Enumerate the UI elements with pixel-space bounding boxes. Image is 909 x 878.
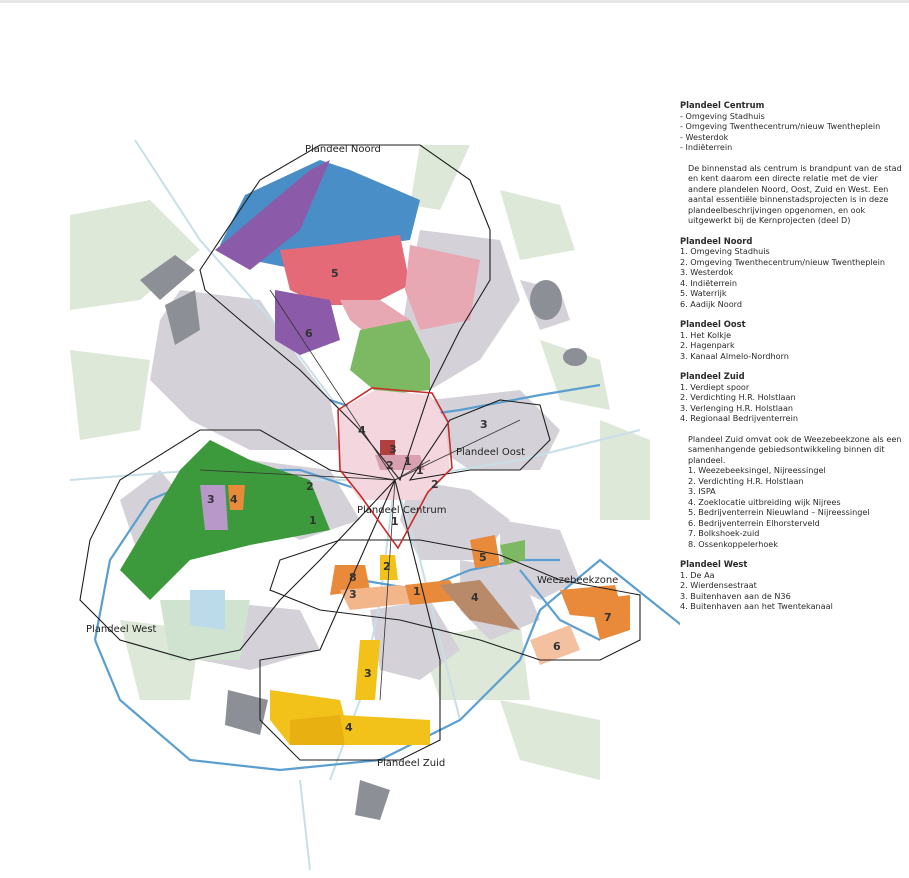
legend-subitem: 4. Zoeklocatie uitbreiding wijk Nijrees bbox=[688, 496, 841, 507]
num-noord-6: 6 bbox=[305, 327, 313, 340]
num-centrum-4: 4 bbox=[358, 424, 366, 437]
legend-subitem: 8. Ossenkoppelerhoek bbox=[688, 538, 778, 549]
legend-subitem: 7. Bolkshoek-zuid bbox=[688, 528, 760, 538]
num-zuid-2: 2 bbox=[383, 560, 391, 573]
legend-item: - Indiëterrein bbox=[680, 142, 733, 152]
legend-centrum bbox=[680, 100, 905, 226]
label-plandeel-west: Plandeel West bbox=[86, 624, 157, 635]
num-centrum-1b: 1 bbox=[416, 464, 424, 477]
num-oost-3: 3 bbox=[480, 418, 488, 431]
num-west-2: 2 bbox=[306, 480, 314, 493]
legend-item: 4. Regionaal Bedrijventerrein bbox=[680, 413, 798, 423]
num-zuid-8: 8 bbox=[349, 571, 357, 584]
label-weezebeekzone: Weezebeekzone bbox=[537, 575, 619, 586]
num-centrum-1c: 1 bbox=[391, 515, 399, 528]
legend-oost bbox=[680, 319, 905, 361]
num-zuid-5: 5 bbox=[479, 551, 487, 564]
legend-item: 1. Omgeving Stadhuis bbox=[680, 246, 770, 256]
legend-subitem: 3. ISPA bbox=[688, 486, 716, 496]
legend-zuid-title: Plandeel Zuid bbox=[680, 371, 745, 381]
legend-item: 1. Verdiept spoor bbox=[680, 381, 750, 392]
legend-item: 1. De Aa bbox=[680, 569, 715, 580]
legend-subitem: 1. Weezebeeksingel, Nijreessingel bbox=[688, 465, 826, 475]
num-west-1: 1 bbox=[309, 514, 317, 527]
legend-item: 6. Aadijk Noord bbox=[680, 298, 742, 309]
legend-west-title: Plandeel West bbox=[680, 559, 748, 569]
legend-item: - Westerdok bbox=[680, 131, 729, 142]
legend-zuid bbox=[680, 371, 905, 549]
legend-item: 1. Het Kolkje bbox=[680, 329, 732, 340]
legend-item: 3. Kanaal Almelo-Nordhorn bbox=[680, 350, 789, 361]
legend-subitem: 6. Bedrijventerrein Elhorsterveld bbox=[688, 517, 820, 528]
num-noord-5: 5 bbox=[331, 267, 339, 280]
legend-item: 2. Omgeving Twenthecentrum/nieuw Twentheplein bbox=[680, 256, 886, 267]
legend-subitem: 2. Verdichting H.R. Holstlaan bbox=[688, 475, 804, 486]
num-zuid-s3: 3 bbox=[364, 667, 372, 680]
legend-noord-title: Plandeel Noord bbox=[680, 235, 753, 246]
legend-item: 3. Westerdok bbox=[680, 267, 734, 277]
num-centrum-3: 3 bbox=[389, 443, 397, 456]
num-west-3: 3 bbox=[207, 493, 215, 506]
num-centrum-1a: 1 bbox=[404, 455, 412, 468]
num-centrum-2: 2 bbox=[386, 459, 394, 472]
legend-panel bbox=[680, 100, 905, 622]
legend-item: 4. Indiëterrein bbox=[680, 277, 738, 288]
label-plandeel-oost: Plandeel Oost bbox=[456, 447, 526, 458]
legend-item: 3. Verlenging H.R. Holstlaan bbox=[680, 402, 794, 413]
legend-item: 2. Verdichting H.R. Holstlaan bbox=[680, 392, 796, 402]
legend-item: 4. Buitenhaven aan het Twentekanaal bbox=[680, 601, 833, 611]
label-plandeel-noord: Plandeel Noord bbox=[305, 144, 381, 155]
legend-item: - Omgeving Twenthecentrum/nieuw Twentheplein bbox=[680, 121, 881, 131]
legend-centrum-text: De binnenstad als centrum is brandpunt van de stad en kent daarom een directe relatie met de vier andere plandelen Noord, Oost, Zuid en West. Een aantal essentiële binnenstadsprojecten is in deze plandeelbeschrijvingen opgenomen, en ook uitgewerkt bij de Kernprojecten (deel D) bbox=[688, 162, 902, 225]
legend-zuid-text: Plandeel Zuid omvat ook de Weezebeekzone als een samenhangende gebiedsontwikkeling binnen dit plandeel. bbox=[688, 433, 902, 465]
num-oost-2: 2 bbox=[431, 478, 439, 491]
legend-item: 5. Waterrijk bbox=[680, 288, 727, 298]
num-zuid-s4: 4 bbox=[345, 721, 353, 734]
legend-oost-title: Plandeel Oost bbox=[680, 319, 746, 329]
num-zuid-4: 4 bbox=[471, 591, 479, 604]
legend-centrum-title: Plandeel Centrum bbox=[680, 100, 765, 110]
legend-subitem: 5. Bedrijventerrein Nieuwland – Nijreessingel bbox=[688, 507, 870, 517]
num-zuid-7: 7 bbox=[604, 611, 612, 624]
num-west-4: 4 bbox=[230, 493, 238, 506]
legend-item: - Omgeving Stadhuis bbox=[680, 110, 765, 121]
legend-item: 3. Buitenhaven aan de N36 bbox=[680, 590, 791, 601]
legend-item: 2. Wierdensestraat bbox=[680, 580, 757, 590]
num-zuid-1: 1 bbox=[413, 585, 421, 598]
num-zuid-3: 3 bbox=[349, 588, 357, 601]
legend-noord bbox=[680, 236, 905, 310]
legend-item: 2. Hagenpark bbox=[680, 340, 735, 350]
label-plandeel-zuid: Plandeel Zuid bbox=[377, 758, 446, 769]
legend-west bbox=[680, 559, 905, 612]
num-zuid-6: 6 bbox=[553, 640, 561, 653]
label-plandeel-centrum: Plandeel Centrum bbox=[357, 505, 447, 516]
